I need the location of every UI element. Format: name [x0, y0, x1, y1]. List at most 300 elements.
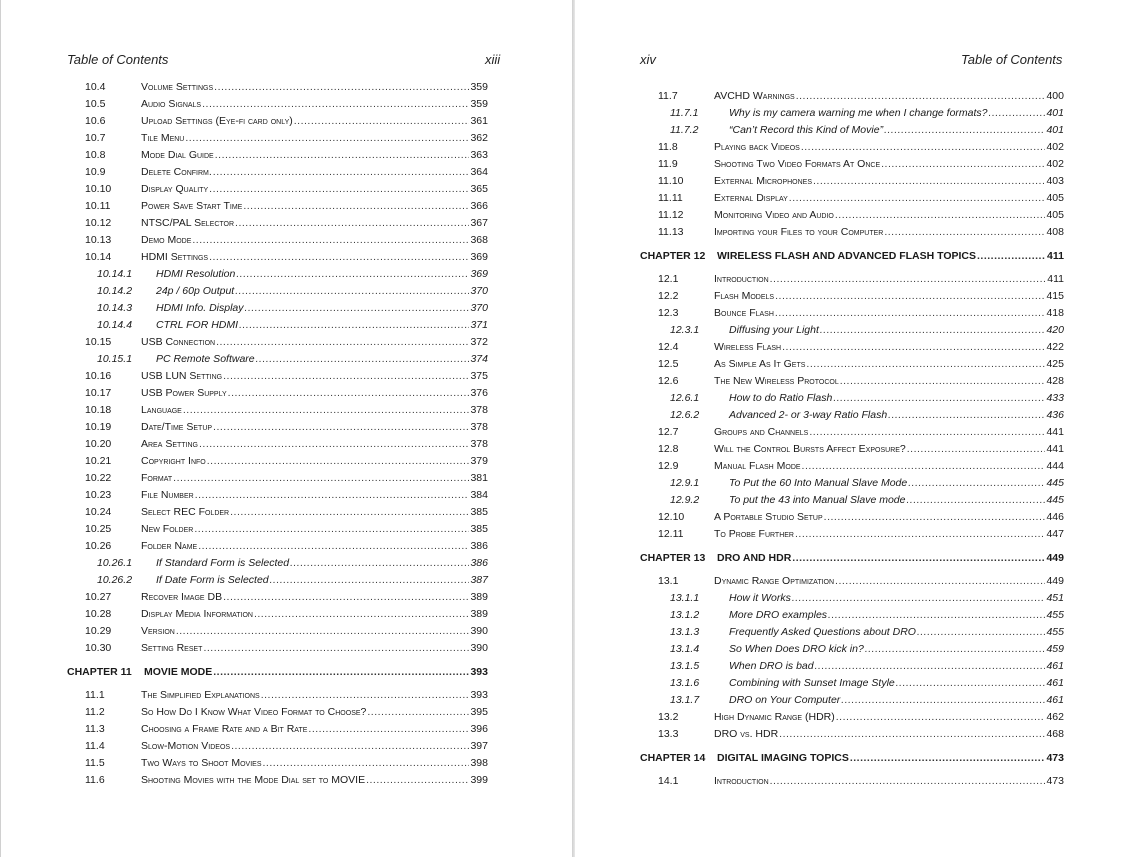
toc-entry-title: Wireless Flash: [714, 341, 782, 353]
toc-section-entry[interactable]: [67, 738, 488, 755]
toc-entry-title: 24p / 60p Output: [156, 285, 235, 297]
toc-section-entry[interactable]: [67, 436, 488, 453]
toc-entry-number: 13.1.7: [670, 694, 700, 706]
toc-section-entry[interactable]: [67, 96, 488, 113]
toc-entry-page: 398: [470, 757, 488, 769]
toc-entry-number: 10.8: [85, 149, 106, 161]
toc-section-entry[interactable]: [640, 288, 1064, 305]
toc-section-entry[interactable]: [67, 147, 488, 164]
dot-leader: [213, 164, 470, 181]
toc-section-entry[interactable]: [67, 640, 488, 657]
toc-entry-title: Tile Menu: [141, 132, 185, 144]
toc-entry-title: High Dynamic Range (HDR): [714, 711, 835, 723]
toc-subsection-entry[interactable]: [67, 572, 488, 589]
dot-leader: [236, 266, 469, 283]
toc-subsection-entry[interactable]: [640, 407, 1064, 424]
toc-entry-title: The New Wireless Protocol: [714, 375, 839, 387]
toc-entry-page: 364: [470, 166, 488, 178]
dot-leader: [820, 322, 1046, 339]
dot-leader: [906, 492, 1045, 509]
page-header-number: xiv: [640, 52, 656, 67]
toc-entry-page: 370: [470, 302, 488, 314]
toc-subsection-entry[interactable]: [640, 624, 1064, 641]
toc-section-entry[interactable]: [67, 704, 488, 721]
dot-leader: [828, 607, 1045, 624]
toc-entry-title: External Display: [714, 192, 788, 204]
toc-entry-number: 13.1.3: [670, 626, 700, 638]
toc-section-entry[interactable]: [67, 334, 488, 351]
toc-entry-number: 10.9: [85, 166, 106, 178]
toc-entry-number: 11.4: [85, 740, 105, 752]
toc-subsection-entry[interactable]: [640, 641, 1064, 658]
toc-entry-page: 444: [1046, 460, 1064, 472]
dot-leader: [792, 549, 1045, 567]
toc-entry-page: 363: [470, 149, 488, 161]
toc-section-entry[interactable]: [67, 385, 488, 402]
toc-entry-number: 11.7.1: [670, 107, 699, 119]
toc-chapter-entry[interactable]: [640, 549, 1064, 567]
dot-leader: [770, 773, 1046, 790]
toc-section-entry[interactable]: [640, 356, 1064, 373]
toc-subsection-entry[interactable]: [67, 266, 488, 283]
toc-entry-number: 11.8: [658, 141, 678, 153]
dot-leader: [214, 79, 469, 96]
toc-section-entry[interactable]: [640, 458, 1064, 475]
dot-leader: [254, 606, 470, 623]
toc-entry-number: 10.13: [85, 234, 112, 246]
toc-entry-number: 11.9: [658, 158, 678, 170]
toc-entry-number: 10.20: [85, 438, 112, 450]
toc-section-entry[interactable]: [67, 470, 488, 487]
toc-entry-page: 401: [1046, 107, 1064, 119]
toc-subsection-entry[interactable]: [640, 692, 1064, 709]
toc-section-entry[interactable]: [640, 773, 1064, 790]
toc-entry-page: 386: [470, 540, 488, 552]
toc-subsection-entry[interactable]: [67, 283, 488, 300]
toc-entry-number: CHAPTER 12: [640, 250, 706, 262]
toc-section-entry[interactable]: [640, 424, 1064, 441]
page-header-title: Table of Contents: [961, 52, 1063, 67]
toc-entry-page: 447: [1046, 528, 1064, 540]
toc-entry-number: 10.22: [85, 472, 112, 484]
toc-entry-number: 11.12: [658, 209, 684, 221]
toc-entry-page: 445: [1046, 477, 1064, 489]
dot-leader: [835, 573, 1045, 590]
dot-leader: [223, 368, 469, 385]
toc-entry-page: 425: [1046, 358, 1064, 370]
toc-entry-number: 12.6.1: [670, 392, 700, 404]
toc-entry-page: 415: [1046, 290, 1064, 302]
toc-entry-number: 13.1.4: [670, 643, 700, 655]
toc-entry-page: 473: [1046, 752, 1064, 764]
toc-section-entry[interactable]: [67, 772, 488, 789]
toc-entry-title: The Simplified Explanations: [141, 689, 260, 701]
toc-entry-page: 468: [1046, 728, 1064, 740]
dot-leader: [173, 470, 469, 487]
toc-entry-title: HDMI Resolution: [156, 268, 236, 280]
toc-entry-title: Groups and Channels: [714, 426, 809, 438]
toc-section-entry[interactable]: [67, 130, 488, 147]
toc-entry-title: Format: [141, 472, 173, 484]
toc-section-entry[interactable]: [67, 368, 488, 385]
toc-section-entry[interactable]: [67, 589, 488, 606]
toc-section-entry[interactable]: [640, 190, 1064, 207]
toc-entry-page: 397: [470, 740, 488, 752]
toc-entry-number: 10.27: [85, 591, 112, 603]
toc-entry-number: 14.1: [658, 775, 679, 787]
dot-leader: [228, 385, 470, 402]
toc-section-entry[interactable]: [67, 113, 488, 130]
toc-section-entry[interactable]: [67, 538, 488, 555]
toc-section-entry[interactable]: [640, 726, 1064, 743]
toc-entry-page: 381: [470, 472, 488, 484]
toc-entry-title: Monitoring Video and Audio: [714, 209, 834, 221]
toc-entry-number: 10.30: [85, 642, 112, 654]
toc-entry-page: 359: [470, 98, 488, 110]
toc-subsection-entry[interactable]: [640, 322, 1064, 339]
toc-entry-number: 10.29: [85, 625, 112, 637]
dot-leader: [779, 726, 1045, 743]
dot-leader: [235, 215, 469, 232]
toc-entry-title: CTRL FOR HDMI: [156, 319, 239, 331]
toc-entry-number: 12.9.2: [670, 494, 700, 506]
toc-section-entry[interactable]: [640, 224, 1064, 241]
toc-subsection-entry[interactable]: [640, 390, 1064, 407]
toc-section-entry[interactable]: [67, 402, 488, 419]
toc-entry-number: 10.21: [85, 455, 112, 467]
toc-entry-page: 375: [470, 370, 488, 382]
toc-section-entry[interactable]: [640, 441, 1064, 458]
dot-leader: [270, 572, 470, 589]
dot-leader: [815, 658, 1046, 675]
toc-entry-page: 378: [470, 404, 488, 416]
toc-entry-number: 13.3: [658, 728, 679, 740]
dot-leader: [176, 623, 470, 640]
toc-entry-title: Diffusing your Light: [729, 324, 819, 336]
toc-entry-title: Area Setting: [141, 438, 198, 450]
toc-section-entry[interactable]: [67, 181, 488, 198]
toc-section-entry[interactable]: [67, 215, 488, 232]
toc-entry-title: Display Media Information: [141, 608, 253, 620]
toc-subsection-entry[interactable]: [67, 317, 488, 334]
dot-leader: [850, 749, 1046, 767]
toc-entry-page: 459: [1046, 643, 1064, 655]
toc-entry-number: 12.1: [658, 273, 679, 285]
toc-entry-title: Demo Mode: [141, 234, 192, 246]
toc-entry-number: 10.28: [85, 608, 112, 620]
toc-entry-page: 393: [470, 689, 488, 701]
dot-leader: [294, 113, 470, 130]
toc-entry-page: 367: [470, 217, 488, 229]
dot-leader: [215, 147, 470, 164]
toc-entry-number: 11.10: [658, 175, 684, 187]
toc-subsection-entry[interactable]: [67, 351, 488, 368]
dot-leader: [263, 755, 470, 772]
toc-entry-title: Combining with Sunset Image Style: [729, 677, 895, 689]
dot-leader: [833, 390, 1045, 407]
toc-entry-title: HDMI Settings: [141, 251, 209, 263]
toc-entry-page: 387: [470, 574, 488, 586]
toc-entry-page: 386: [470, 557, 488, 569]
toc-entry-title: As Simple As It Gets: [714, 358, 806, 370]
toc-entry-title: How to do Ratio Flash: [729, 392, 833, 404]
toc-entry-number: 11.11: [658, 192, 683, 204]
toc-section-entry[interactable]: [640, 373, 1064, 390]
toc-entry-number: 10.7: [85, 132, 106, 144]
toc-entry-page: 376: [470, 387, 488, 399]
toc-entry-title: Bounce Flash: [714, 307, 774, 319]
dot-leader: [209, 249, 469, 266]
toc-entry-title: Shooting Movies with the Mode Dial set to MOVIE: [141, 774, 366, 786]
toc-section-entry[interactable]: [640, 573, 1064, 590]
toc-entry-page: 361: [470, 115, 488, 127]
toc-entry-page: 441: [1046, 443, 1064, 455]
toc-entry-title: DRO vs. HDR: [714, 728, 779, 740]
dot-leader: [202, 96, 469, 113]
toc-section-entry[interactable]: [67, 249, 488, 266]
dot-leader: [256, 351, 470, 368]
toc-entry-page: 369: [470, 251, 488, 263]
toc-entry-number: 10.25: [85, 523, 112, 535]
toc-entry-title: A Portable Studio Setup: [714, 511, 823, 523]
toc-subsection-entry[interactable]: [67, 300, 488, 317]
toc-section-entry[interactable]: [67, 487, 488, 504]
toc-entry-number: 11.5: [85, 757, 105, 769]
toc-entry-page: 389: [470, 608, 488, 620]
dot-leader: [235, 283, 469, 300]
toc-section-entry[interactable]: [640, 271, 1064, 288]
dot-leader: [194, 521, 469, 538]
toc-entry-title: If Date Form is Selected: [156, 574, 269, 586]
toc-entry-page: 393: [470, 666, 488, 678]
toc-entry-title: How it Works: [729, 592, 791, 604]
toc-entry-title: Introduction: [714, 775, 769, 787]
dot-leader: [840, 373, 1046, 390]
toc-entry-page: 403: [1046, 175, 1064, 187]
dot-leader: [801, 139, 1046, 156]
dot-leader: [809, 424, 1045, 441]
toc-entry-page: 362: [470, 132, 488, 144]
toc-entry-number: 12.9: [658, 460, 679, 472]
toc-entry-title: Version: [141, 625, 175, 637]
toc-entry-title: Recover Image DB: [141, 591, 223, 603]
toc-entry-title: USB Power Supply: [141, 387, 227, 399]
toc-section-entry[interactable]: [67, 419, 488, 436]
toc-entry-number: 10.14: [85, 251, 112, 263]
toc-entry-title: Delete Confirm.: [141, 166, 212, 178]
dot-leader: [865, 641, 1046, 658]
dot-leader: [824, 509, 1046, 526]
dot-leader: [209, 181, 469, 198]
toc-entry-number: 13.1: [658, 575, 679, 587]
toc-section-entry[interactable]: [67, 504, 488, 521]
toc-entry-title: Choosing a Frame Rate and a Bit Rate: [141, 723, 308, 735]
toc-section-entry[interactable]: [67, 164, 488, 181]
dot-leader: [836, 709, 1046, 726]
toc-section-entry[interactable]: [640, 139, 1064, 156]
toc-section-entry[interactable]: [640, 88, 1064, 105]
toc-entry-title: Mode Dial Guide: [141, 149, 214, 161]
dot-leader: [195, 487, 470, 504]
toc-section-entry[interactable]: [640, 339, 1064, 356]
toc-entry-page: 411: [1047, 250, 1064, 262]
toc-subsection-entry[interactable]: [640, 590, 1064, 607]
toc-entry-number: 10.14.3: [97, 302, 133, 314]
toc-entry-number: 12.3.1: [670, 324, 700, 336]
toc-entry-number: 12.6: [658, 375, 679, 387]
toc-entry-number: 11.7: [658, 90, 678, 102]
toc-entry-page: 436: [1046, 409, 1064, 421]
toc-entry-number: 12.11: [658, 528, 684, 540]
toc-entry-title: Folder Name: [141, 540, 198, 552]
toc-entry-number: 11.6: [85, 774, 105, 786]
toc-entry-title: Frequently Asked Questions about DRO: [729, 626, 916, 638]
toc-section-entry[interactable]: [67, 755, 488, 772]
toc-entry-page: 461: [1046, 677, 1064, 689]
toc-subsection-entry[interactable]: [640, 105, 1064, 122]
toc-entry-page: 378: [470, 438, 488, 450]
toc-entry-number: 12.9.1: [670, 477, 700, 489]
dot-leader: [806, 356, 1045, 373]
toc-entry-number: 12.10: [658, 511, 685, 523]
toc-entry-number: 13.1.6: [670, 677, 700, 689]
toc-entry-page: 372: [470, 336, 488, 348]
toc-entry-title: Advanced 2- or 3-way Ratio Flash: [729, 409, 888, 421]
toc-entry-number: 10.10: [85, 183, 112, 195]
toc-entry-title: Display Quality: [141, 183, 209, 195]
dot-leader: [366, 772, 469, 789]
toc-section-entry[interactable]: [67, 721, 488, 738]
toc-section-entry[interactable]: [640, 709, 1064, 726]
toc-section-entry[interactable]: [67, 606, 488, 623]
toc-entry-number: 12.8: [658, 443, 679, 455]
toc-entry-number: 10.14.2: [97, 285, 133, 297]
toc-entry-title: Select REC Folder: [141, 506, 230, 518]
toc-entry-title: Manual Flash Mode: [714, 460, 801, 472]
toc-list: [640, 88, 1064, 790]
toc-section-entry[interactable]: [640, 173, 1064, 190]
toc-entry-page: 420: [1046, 324, 1064, 336]
toc-subsection-entry[interactable]: [67, 555, 488, 572]
toc-entry-title: DRO AND HDR: [717, 552, 792, 564]
toc-entry-page: 411: [1047, 273, 1064, 285]
toc-entry-page: 446: [1046, 511, 1064, 523]
toc-entry-number: 10.4: [85, 81, 106, 93]
toc-section-entry[interactable]: [67, 198, 488, 215]
toc-entry-page: 408: [1046, 226, 1064, 238]
toc-section-entry[interactable]: [67, 521, 488, 538]
toc-entry-title: Setting Reset: [141, 642, 203, 654]
toc-entry-title: Flash Models: [714, 290, 775, 302]
toc-entry-title: To Probe Further: [714, 528, 794, 540]
toc-entry-number: 11.1: [85, 689, 105, 701]
toc-section-entry[interactable]: [67, 453, 488, 470]
dot-leader: [245, 300, 470, 317]
toc-entry-number: CHAPTER 11: [67, 666, 132, 678]
toc-entry-number: 13.1.1: [670, 592, 700, 604]
page-header-title: Table of Contents: [67, 52, 169, 67]
toc-entry-number: 12.2: [658, 290, 679, 302]
toc-entry-page: 461: [1046, 660, 1064, 672]
toc-section-entry[interactable]: [640, 526, 1064, 543]
dot-leader: [775, 305, 1046, 322]
toc-entry-page: 396: [470, 723, 488, 735]
toc-entry-page: 455: [1046, 626, 1064, 638]
dot-leader: [796, 88, 1046, 105]
toc-entry-page: 455: [1046, 609, 1064, 621]
toc-entry-page: 461: [1046, 694, 1064, 706]
toc-entry-number: 10.26.2: [97, 574, 133, 586]
toc-section-entry[interactable]: [67, 232, 488, 249]
toc-entry-title: More DRO examples: [729, 609, 828, 621]
toc-entry-number: 10.16: [85, 370, 112, 382]
dot-leader: [989, 105, 1046, 122]
toc-subsection-entry[interactable]: [640, 607, 1064, 624]
toc-entry-number: 11.3: [85, 723, 105, 735]
toc-chapter-entry[interactable]: [640, 247, 1064, 265]
toc-subsection-entry[interactable]: [640, 658, 1064, 675]
dot-leader: [223, 589, 469, 606]
toc-entry-title: DIGITAL IMAGING TOPICS: [717, 752, 849, 764]
book-gutter: [572, 0, 575, 857]
toc-chapter-entry[interactable]: [640, 749, 1064, 767]
toc-entry-number: 10.23: [85, 489, 112, 501]
toc-section-entry[interactable]: [67, 623, 488, 640]
toc-entry-number: 10.14.4: [97, 319, 133, 331]
toc-entry-title: DRO on Your Computer: [729, 694, 841, 706]
dot-leader: [243, 198, 469, 215]
page-header-number: xiii: [485, 52, 501, 67]
toc-entry-title: Why is my camera warning me when I change formats?: [729, 107, 988, 119]
toc-entry-number: 10.26.1: [97, 557, 133, 569]
toc-section-entry[interactable]: [67, 79, 488, 96]
toc-section-entry[interactable]: [640, 509, 1064, 526]
toc-section-entry[interactable]: [67, 687, 488, 704]
toc-entry-page: 405: [1046, 209, 1064, 221]
toc-entry-page: 370: [470, 285, 488, 297]
toc-entry-number: 10.18: [85, 404, 112, 416]
toc-section-entry[interactable]: [640, 305, 1064, 322]
toc-entry-number: 11.7.2: [670, 124, 699, 136]
toc-list: [67, 79, 488, 789]
dot-leader: [207, 453, 470, 470]
toc-section-entry[interactable]: [640, 207, 1064, 224]
toc-entry-title: Dynamic Range Optimization: [714, 575, 835, 587]
toc-subsection-entry[interactable]: [640, 475, 1064, 492]
toc-entry-page: 399: [470, 774, 488, 786]
toc-chapter-entry[interactable]: [67, 663, 488, 681]
toc-entry-title: WIRELESS FLASH AND ADVANCED FLASH TOPICS: [717, 250, 977, 262]
toc-entry-page: 368: [470, 234, 488, 246]
toc-entry-title: So How Do I Know What Video Format to Choose?: [141, 706, 367, 718]
toc-entry-page: 390: [470, 625, 488, 637]
toc-entry-number: 10.19: [85, 421, 112, 433]
toc-entry-page: 445: [1046, 494, 1064, 506]
toc-subsection-entry[interactable]: [640, 492, 1064, 509]
toc-entry-number: 11.2: [85, 706, 105, 718]
toc-entry-page: 400: [1046, 90, 1064, 102]
dot-leader: [907, 441, 1046, 458]
toc-entry-number: 12.4: [658, 341, 679, 353]
toc-section-entry[interactable]: [640, 156, 1064, 173]
toc-entry-page: 441: [1046, 426, 1064, 438]
toc-entry-number: 13.1.5: [670, 660, 700, 672]
toc-entry-page: 433: [1046, 392, 1064, 404]
toc-entry-page: 378: [470, 421, 488, 433]
toc-entry-number: 10.15: [85, 336, 112, 348]
toc-subsection-entry[interactable]: [640, 675, 1064, 692]
toc-subsection-entry[interactable]: [640, 122, 1064, 139]
